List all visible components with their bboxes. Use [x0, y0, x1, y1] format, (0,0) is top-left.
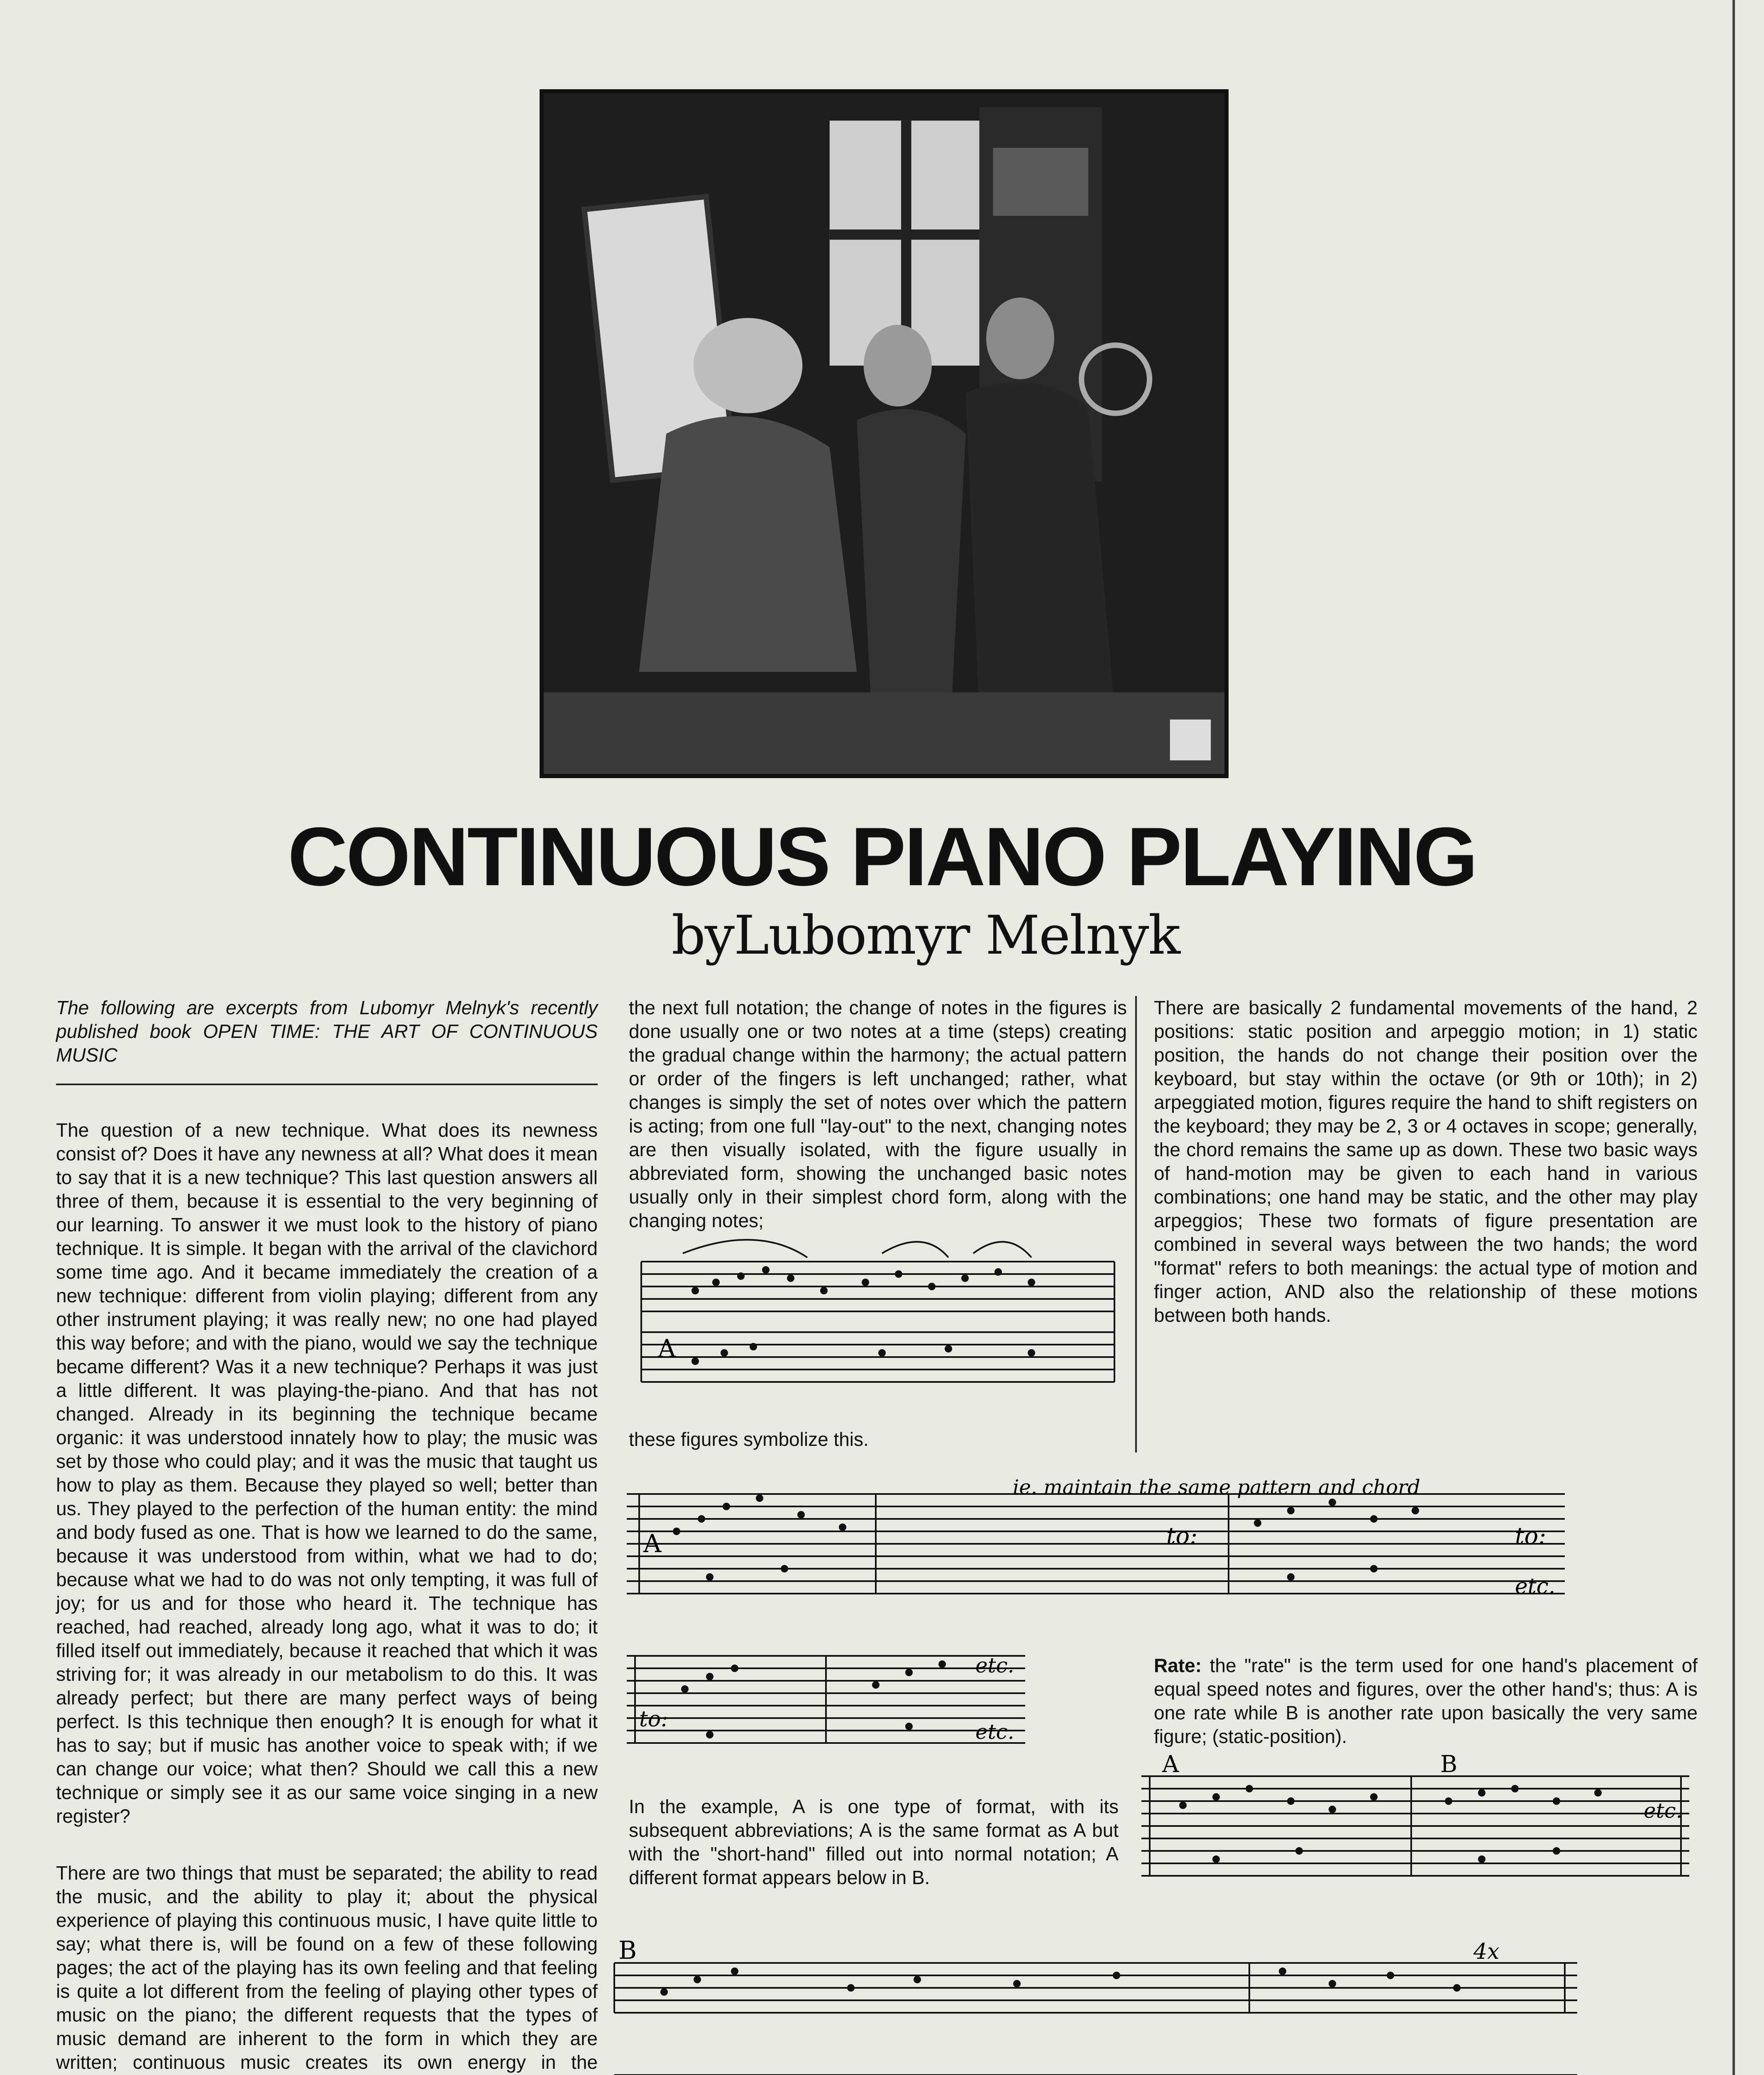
byline: byLubomyr Melnyk	[671, 905, 1180, 967]
b-label-rate: B	[1440, 1751, 1458, 1778]
paragraph-new-technique: The question of a new technique. What does its newness consist of? Does it have any newness at all? What does it mean to say that it is a new technique? This last question answers all three of them, because it is essential to the very beginning of our learning. To answer it we must look to the history of piano technique. It is simple. It began with the arrival of the clavichord some time ago. And it became immediately the creation of a new technique: different from violin playing; different from any other instrument playing; it was really new; no one had played this way before; and with the piano, would we say the technique became different? Was it a new technique? Perhaps it was just a little different. It was playing-the-piano. And that has not changed. Already in its beginning the technique became organic: it was understood innately how to play; the music was set by those who could play; and it was the music that taught us how to play as them. Because they played so well; better than us. They played to the perfection of the human entity: the mind and body fused as one. That is how we learned to do the same, because it was understood from within, what we had to do; because what we had to do was not only tempting, it was full of joy; for us and for those who heard it. The technique has reached, had reached, already long ago, what it was to do; it filled itself out immediately, because it reached that which it was striving for; it was already in our metabolism to do this. It was already perfect; but there are many perfect ways of being perfect. Is this technique then enough? It is enough for what it has to say; but if music has another voice to speak with; if we can change our voice; what then? Should we call this a new technique or simply see it as our same voice singing in a new register?	[56, 1119, 598, 1827]
column-3-text	[1154, 996, 1698, 1327]
etc-label-3: etc.	[975, 1720, 1014, 1744]
a-label-2: A	[643, 1529, 662, 1558]
paragraph-fundamental-movements: There are basically 2 fundamental movements of the hand, 2 positions: static position and arpeggio motion; in 1) static position, the hands do not change their position over the keyboard, but stay within the octave (or 9th or 10th); in 2) arpeggiated motion, figures require the hand to shift registers on the keyboard; they may be 2, 3 or 4 octaves in scope; generally, the chord remains the same up as down. These two basic ways of hand-motion may be given to each hand in various combinations; one hand may be static, and the other may play arpeggios; These two formats of figure presentation are combined in several ways between the two hands; the word "format" refers to both meanings: the actual type of motion and finger action, AND also the relationship of these motions between both hands.	[1154, 997, 1698, 1326]
to-label-2: to:	[1515, 1523, 1547, 1550]
etc-label-rate: etc.	[1644, 1799, 1683, 1823]
paragraph-next-full-notation: the next full notation; the change of notes in the figures is done usually one or two notes at a time (steps) creating the gradual change within the harmony; the actual pattern or order of the fingers is left unchanged; rather, what changes is simply the set of notes over which the pattern is acting; from one full "lay-out" to the next, changing notes are then visually isolated, with the figure usually in abbreviated form, showing the unchanged basic notes usually only in their simplest chord form, along with the changing notes;	[629, 997, 1127, 1231]
illustration	[540, 89, 1229, 778]
caption-example-a: In the example, A is one type of format, with its subsequent abbreviations; A is the same format as A but with the "short-hand" filled out into normal notation; A different format appears below in B.	[629, 1796, 1119, 1888]
column-divider	[1135, 996, 1137, 1452]
a-label-1: A	[658, 1334, 676, 1363]
music-example-3	[627, 1639, 1042, 1760]
article-title: CONTINUOUS PIANO PLAYING	[288, 810, 1476, 903]
rate-label: Rate:	[1154, 1655, 1202, 1676]
music-example-b	[602, 1926, 1590, 2075]
b-label-1: B	[618, 1936, 637, 1965]
etching-image	[544, 93, 1224, 774]
caption-figures: these figures symbolize this.	[629, 1428, 869, 1450]
to-label-3: to:	[639, 1707, 668, 1732]
intro-text: The following are excerpts from Lubomyr Melnyk's recently published book OPEN TIME: THE ART OF CONTINUOUS MUSIC	[56, 996, 598, 1085]
rate-paragraph	[1154, 1654, 1698, 1748]
paragraph-two-things: There are two things that must be separated; the ability to read the music, and the ability to play it; about the physical experience of playing this continuous music, I have quite little to say; what there is, will be found on a few of these following pages; the act of the playing has its own feeling and that feeling is quite a lot different from the feeling of playing other types of music on the piano; the different requests that the types of music demand are inherent to the form in which they are written; continuous music creates its own energy in the	[56, 1862, 598, 2073]
music-example-1	[633, 1228, 1123, 1403]
a-label-rate: A	[1162, 1751, 1179, 1778]
column-1	[56, 996, 598, 2075]
rate-text: the "rate" is the term used for one hand's placement of equal speed notes and figures, over the other hand's; thus: A is one rate while B is another rate upon basically the very same figure; (static-position).	[1154, 1655, 1698, 1747]
etc-label-2: etc.	[975, 1653, 1014, 1677]
four-x-label-1: 4x	[1473, 1939, 1500, 1964]
column-2-text	[629, 996, 1127, 1233]
maintain-note: ie. maintain the same pattern and chord	[1013, 1476, 1420, 1499]
to-label-1: to:	[1166, 1523, 1198, 1550]
music-example-2	[627, 1469, 1565, 1606]
page-edge	[1732, 0, 1735, 2075]
music-example-rate	[1141, 1751, 1689, 1884]
etc-label-1: etc.	[1515, 1574, 1556, 1599]
